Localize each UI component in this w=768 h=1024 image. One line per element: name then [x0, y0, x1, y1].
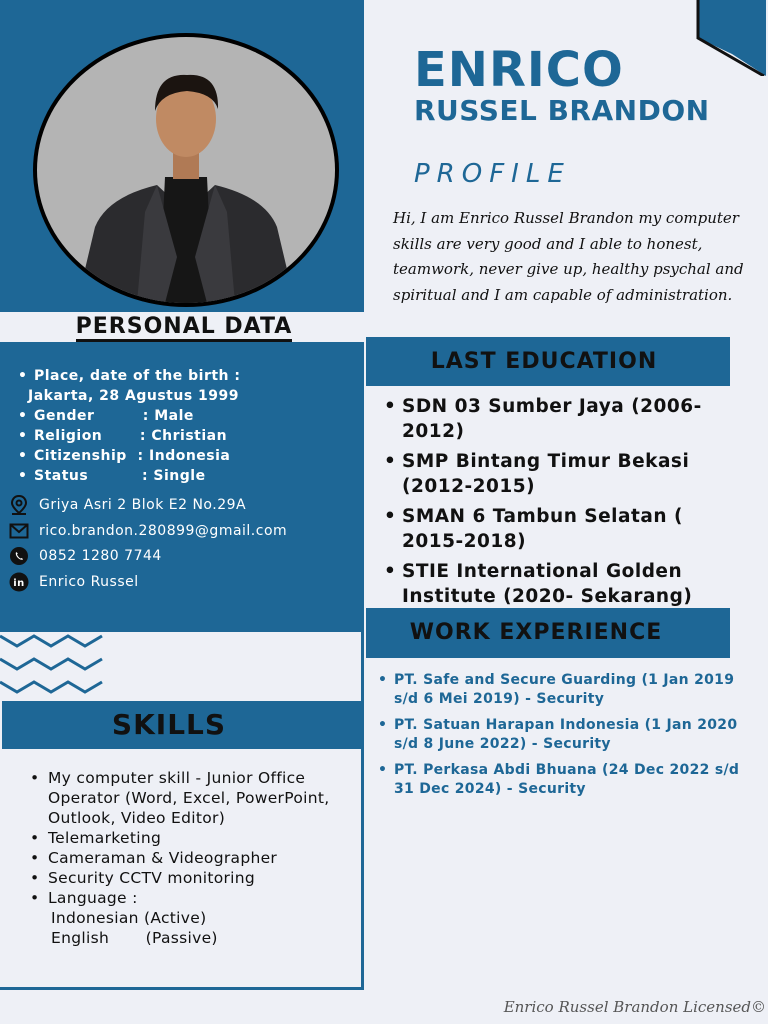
work-experience-heading: WORK EXPERIENCE [409, 620, 663, 645]
list-item: • Citizenship : Indonesia [18, 446, 348, 466]
contact-linkedin[interactable] [8, 571, 348, 593]
list-item: • Gender : Male [18, 406, 348, 426]
contact-text: 0852 1280 7744 [39, 548, 162, 564]
list-item: • My computer skill - Junior Office Operator (Word, Excel, PowerPoint, Outlook, Video Editor) [30, 768, 350, 828]
list-item: • Language : [30, 888, 350, 908]
first-name: ENRICO [414, 42, 624, 98]
skills-list [30, 768, 350, 948]
list-item: • PT. Perkasa Abdi Bhuana (24 Dec 2022 s/d 31 Dec 2024) - Security [378, 761, 740, 799]
list-item: • Telemarketing [30, 828, 350, 848]
list-item: • Religion : Christian [18, 426, 348, 446]
education-heading: LAST EDUCATION [430, 349, 658, 374]
list-item: • Cameraman & Videographer [30, 848, 350, 868]
svg-text:in: in [13, 578, 25, 589]
list-item: • Place, date of the birth : [18, 366, 348, 386]
contact-text: Enrico Russel [39, 574, 139, 590]
personal-data-heading: PERSONAL DATA [0, 312, 368, 342]
corner-chevron-decoration [696, 0, 768, 76]
license-footer: Enrico Russel Brandon Licensed© [503, 998, 766, 1016]
zigzag-decoration [0, 634, 104, 696]
profile-photo [37, 37, 335, 303]
list-item: • SMAN 6 Tambun Selatan ( 2015-2018) [384, 504, 744, 554]
profile-text: Hi, I am Enrico Russel Brandon my computer skills are very good and I able to honest, teamwork, never give up, healthy psychal and spiritual and I am capable of administration. [393, 209, 744, 304]
last-name: RUSSEL BRANDON [414, 94, 710, 127]
list-item: Jakarta, 28 Agustus 1999 [28, 388, 239, 404]
contact-text: Griya Asri 2 Blok E2 No.29A [39, 497, 247, 513]
list-item: • SMP Bintang Timur Bekasi (2012-2015) [384, 449, 744, 499]
list-item: English (Passive) [51, 929, 218, 947]
whatsapp-icon [8, 545, 30, 567]
contact-text: rico.brandon.280899@gmail.com [39, 523, 288, 539]
personal-data-list [18, 366, 348, 486]
skills-heading: SKILLS [111, 708, 227, 741]
work-experience-list [378, 671, 740, 806]
list-item: • PT. Safe and Secure Guarding (1 Jan 2019 s/d 6 Mei 2019) - Security [378, 671, 740, 709]
education-list [384, 394, 744, 614]
profile-heading: PROFILE [414, 159, 571, 189]
contact-address [8, 494, 348, 516]
list-item: • Security CCTV monitoring [30, 868, 350, 888]
location-pin-icon [8, 494, 30, 516]
list-item: • PT. Satuan Harapan Indonesia (1 Jan 2020 s/d 8 June 2022) - Security [378, 716, 740, 754]
list-item: • SDN 03 Sumber Jaya (2006-2012) [384, 394, 744, 444]
list-item: • STIE International Golden Institute (2020- Sekarang) [384, 559, 744, 609]
contact-email[interactable] [8, 520, 348, 542]
list-item: Indonesian (Active) [51, 909, 207, 927]
mail-icon [8, 520, 30, 542]
list-item: • Status : Single [18, 466, 348, 486]
linkedin-icon [8, 571, 30, 593]
contact-phone [8, 545, 348, 567]
